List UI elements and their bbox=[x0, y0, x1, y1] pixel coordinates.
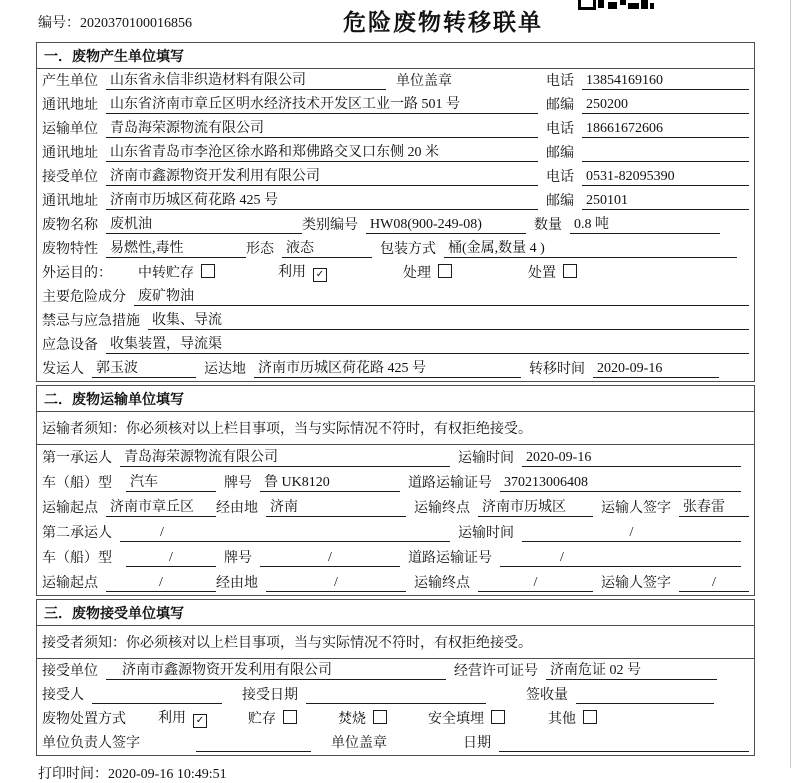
destination-label: 运达地 bbox=[204, 362, 246, 377]
checkbox-disposal-incinerate bbox=[373, 710, 387, 724]
section-transporter bbox=[36, 385, 755, 596]
receiver-person-row bbox=[37, 683, 754, 707]
packing-label: 包装方式 bbox=[380, 242, 436, 257]
checkbox-utilize: ✓ bbox=[313, 268, 327, 282]
transporter-unit-row bbox=[37, 117, 754, 141]
transporter-zip-value bbox=[582, 145, 749, 162]
vehicle-type-value-2: / bbox=[126, 550, 216, 567]
endpoint-label: 运输终点 bbox=[414, 501, 470, 516]
checkbox-disposal-landfill bbox=[491, 710, 505, 724]
transport-time-value-2: / bbox=[522, 525, 741, 542]
producer-address-row bbox=[37, 93, 754, 117]
page-title: 危险废物转移联单 bbox=[343, 9, 543, 35]
shipper-row bbox=[37, 357, 754, 381]
print-time bbox=[38, 763, 796, 783]
road-permit-value-2: / bbox=[500, 550, 741, 567]
plate-value: 鲁 UK8120 bbox=[260, 471, 400, 492]
via-value-2: / bbox=[266, 575, 406, 592]
hazard-component-value: 废矿物油 bbox=[134, 285, 749, 306]
first-carrier-label: 第一承运人 bbox=[42, 451, 112, 466]
disposal-option-store: 贮存 bbox=[248, 708, 338, 728]
hazard-component-label: 主要危险成分 bbox=[42, 290, 126, 305]
qr-code-fragment bbox=[578, 0, 654, 10]
receiver-unit-row bbox=[37, 165, 754, 189]
endpoint-value: 济南市历城区 bbox=[478, 496, 593, 517]
emergency-equipment-row bbox=[37, 333, 754, 357]
zip-label: 邮编 bbox=[546, 146, 574, 161]
checkbox-disposal-other bbox=[583, 710, 597, 724]
transporter-unit-label: 运输单位 bbox=[42, 122, 98, 137]
zip-label: 邮编 bbox=[546, 194, 574, 209]
phone-label: 电话 bbox=[546, 122, 574, 137]
signed-quantity-value bbox=[576, 687, 714, 704]
shipper-label: 发运人 bbox=[42, 362, 84, 377]
category-code-label: 类别编号 bbox=[302, 218, 358, 233]
second-carrier-label: 第二承运人 bbox=[42, 526, 112, 541]
transfer-date-value: 2020-09-16 bbox=[593, 361, 719, 378]
carrier-signature-label: 运输人签字 bbox=[601, 501, 671, 516]
quantity-label: 数量 bbox=[534, 218, 562, 233]
transporter-notice-row bbox=[37, 412, 754, 445]
signed-quantity-label: 签收量 bbox=[526, 688, 568, 703]
purpose-option-utilize: 利用 ✓ bbox=[278, 261, 403, 282]
receiver-address-row bbox=[37, 189, 754, 213]
receiver-zip-value: 250101 bbox=[582, 193, 749, 210]
transporter-address-row bbox=[37, 141, 754, 165]
transporter-phone-value: 18661672606 bbox=[582, 121, 749, 138]
purpose-option-dispose: 处置 bbox=[528, 262, 577, 282]
zip-label: 邮编 bbox=[546, 98, 574, 113]
hazard-component-row bbox=[37, 285, 754, 309]
receiver-notice-row bbox=[37, 626, 754, 659]
section-producer bbox=[36, 42, 755, 382]
form-value: 液态 bbox=[282, 237, 372, 258]
disposal-method-row bbox=[37, 707, 754, 731]
transporter-notice: 运输者须知：你必须核对以上栏目事项，当与实际情况不符时，有权拒绝接受。 bbox=[42, 422, 532, 437]
first-carrier-row bbox=[37, 445, 754, 470]
endpoint-value-2: / bbox=[478, 575, 593, 592]
emergency-equipment-label: 应急设备 bbox=[42, 338, 98, 353]
doc-number-label: 编号： bbox=[38, 16, 80, 31]
road-permit-label: 道路运输证号 bbox=[408, 551, 492, 566]
disposal-option-incinerate: 焚烧 bbox=[338, 708, 428, 728]
disposal-option-other: 其他 bbox=[548, 708, 597, 728]
receiving-unit-row bbox=[37, 659, 754, 683]
producer-address-value: 山东省济南市章丘区明水经济技术开发区工业一路 501 号 bbox=[106, 93, 538, 114]
first-carrier-value: 青岛海荣源物流有限公司 bbox=[120, 446, 450, 467]
receiver-phone-value: 0531-82095390 bbox=[582, 169, 749, 186]
checkbox-storage bbox=[201, 264, 215, 278]
receiving-unit-value: 济南市鑫源物资开发利用有限公司 bbox=[106, 659, 446, 680]
purpose-option-storage: 中转贮存 bbox=[138, 262, 278, 282]
emergency-equipment-value: 收集装置，导流渠 bbox=[106, 333, 749, 354]
waste-character-value: 易燃性,毒性 bbox=[106, 237, 246, 258]
receive-date-label: 接受日期 bbox=[242, 688, 298, 703]
manager-signature-label: 单位负责人签字 bbox=[42, 736, 140, 751]
transporter-unit-value: 青岛海荣源物流有限公司 bbox=[106, 117, 538, 138]
producer-unit-value: 山东省永信非织造材料有限公司 bbox=[106, 69, 386, 90]
vehicle-type-label: 车（船）型 bbox=[42, 476, 112, 491]
second-carrier-row bbox=[37, 520, 754, 545]
address-label: 通讯地址 bbox=[42, 146, 98, 161]
producer-unit-row bbox=[37, 69, 754, 93]
second-carrier-value: / bbox=[120, 525, 450, 542]
waste-character-label: 废物特性 bbox=[42, 242, 98, 257]
print-time-label: 打印时间： bbox=[38, 767, 108, 782]
license-value: 济南危证 02 号 bbox=[546, 659, 717, 680]
date-value bbox=[499, 735, 749, 752]
phone-label: 电话 bbox=[546, 170, 574, 185]
emergency-measures-row bbox=[37, 309, 754, 333]
origin-value-2: / bbox=[106, 575, 216, 592]
manager-signature-row bbox=[37, 731, 754, 755]
section-producer-title: 一．废物产生单位填写 bbox=[37, 43, 754, 69]
unit-seal-label: 单位盖章 bbox=[331, 736, 387, 751]
receiver-unit-label: 接受单位 bbox=[42, 170, 98, 185]
doc-number-value: 2020370100016856 bbox=[80, 16, 192, 31]
checkbox-disposal-utilize: ✓ bbox=[193, 714, 207, 728]
waste-name-value: 废机油 bbox=[106, 213, 302, 234]
shipper-value: 郭玉波 bbox=[92, 357, 196, 378]
address-label: 通讯地址 bbox=[42, 194, 98, 209]
license-label: 经营许可证号 bbox=[454, 664, 538, 679]
transfer-purpose-row bbox=[37, 261, 754, 285]
checkbox-dispose bbox=[563, 264, 577, 278]
date-label: 日期 bbox=[463, 736, 491, 751]
disposal-option-landfill: 安全填埋 bbox=[428, 708, 548, 728]
receiving-unit-label: 接受单位 bbox=[42, 664, 98, 679]
destination-value: 济南市历城区荷花路 425 号 bbox=[254, 357, 521, 378]
manager-signature-value bbox=[196, 735, 311, 752]
phone-label: 电话 bbox=[546, 74, 574, 89]
disposal-method-label: 废物处置方式 bbox=[42, 712, 126, 727]
transfer-purpose-label: 外运目的： bbox=[42, 266, 112, 281]
via-value: 济南 bbox=[266, 496, 406, 517]
receiver-person-label: 接受人 bbox=[42, 688, 84, 703]
form-label: 形态 bbox=[246, 242, 274, 257]
vehicle-row-2 bbox=[37, 545, 754, 570]
carrier-signature-label: 运输人签字 bbox=[601, 576, 671, 591]
unit-seal-label: 单位盖章 bbox=[396, 74, 452, 89]
quantity-value: 0.8 吨 bbox=[570, 213, 720, 234]
producer-zip-value: 250200 bbox=[582, 97, 749, 114]
waste-name-row bbox=[37, 213, 754, 237]
route-row-1 bbox=[37, 495, 754, 520]
print-time-value: 2020-09-16 10:49:51 bbox=[108, 767, 227, 782]
emergency-measures-value: 收集、导流 bbox=[148, 309, 749, 330]
checkbox-treat bbox=[438, 264, 452, 278]
checkbox-disposal-store bbox=[283, 710, 297, 724]
category-code-value: HW08(900-249-08) bbox=[366, 217, 526, 234]
section-receiver bbox=[36, 599, 755, 756]
producer-phone-value: 13854169160 bbox=[582, 73, 749, 90]
plate-label: 牌号 bbox=[224, 551, 252, 566]
purpose-option-treat: 处理 bbox=[403, 262, 528, 282]
carrier-signature-value: 张春雷 bbox=[679, 496, 749, 517]
origin-label: 运输起点 bbox=[42, 501, 98, 516]
plate-value-2: / bbox=[260, 550, 400, 567]
section-transporter-title: 二．废物运输单位填写 bbox=[37, 386, 754, 412]
disposal-option-utilize: 利用 ✓ bbox=[158, 707, 248, 728]
transport-time-label: 运输时间 bbox=[458, 451, 514, 466]
endpoint-label: 运输终点 bbox=[414, 576, 470, 591]
carrier-signature-value-2: / bbox=[679, 575, 749, 592]
emergency-measures-label: 禁忌与应急措施 bbox=[42, 314, 140, 329]
document-header bbox=[0, 0, 796, 42]
producer-unit-label: 产生单位 bbox=[42, 74, 98, 89]
vehicle-type-label: 车（船）型 bbox=[42, 551, 112, 566]
origin-label: 运输起点 bbox=[42, 576, 98, 591]
vehicle-type-value: 汽车 bbox=[126, 471, 216, 492]
scan-page-edge bbox=[790, 0, 791, 768]
plate-label: 牌号 bbox=[224, 476, 252, 491]
road-permit-label: 道路运输证号 bbox=[408, 476, 492, 491]
via-label: 经由地 bbox=[216, 501, 258, 516]
transfer-date-label: 转移时间 bbox=[529, 362, 585, 377]
vehicle-row-1 bbox=[37, 470, 754, 495]
route-row-2 bbox=[37, 570, 754, 595]
via-label: 经由地 bbox=[216, 576, 258, 591]
origin-value: 济南市章丘区 bbox=[106, 496, 216, 517]
receive-date-value bbox=[306, 687, 486, 704]
transport-time-label: 运输时间 bbox=[458, 526, 514, 541]
receiver-address-value: 济南市历城区荷花路 425 号 bbox=[106, 189, 538, 210]
address-label: 通讯地址 bbox=[42, 98, 98, 113]
section-receiver-title: 三．废物接受单位填写 bbox=[37, 600, 754, 626]
waste-name-label: 废物名称 bbox=[42, 218, 98, 233]
road-permit-value: 370213006408 bbox=[500, 475, 741, 492]
transporter-address-value: 山东省青岛市李沧区徐水路和郑佛路交叉口东侧 20 米 bbox=[106, 141, 538, 162]
receiver-unit-value: 济南市鑫源物资开发利用有限公司 bbox=[106, 165, 538, 186]
receiver-notice: 接受者须知：你必须核对以上栏目事项，当与实际情况不符时，有权拒绝接受。 bbox=[42, 636, 532, 651]
transport-time-value: 2020-09-16 bbox=[522, 450, 741, 467]
receiver-person-value bbox=[92, 687, 222, 704]
waste-character-row bbox=[37, 237, 754, 261]
packing-value: 桶(金属,数量 4 ) bbox=[444, 237, 737, 258]
